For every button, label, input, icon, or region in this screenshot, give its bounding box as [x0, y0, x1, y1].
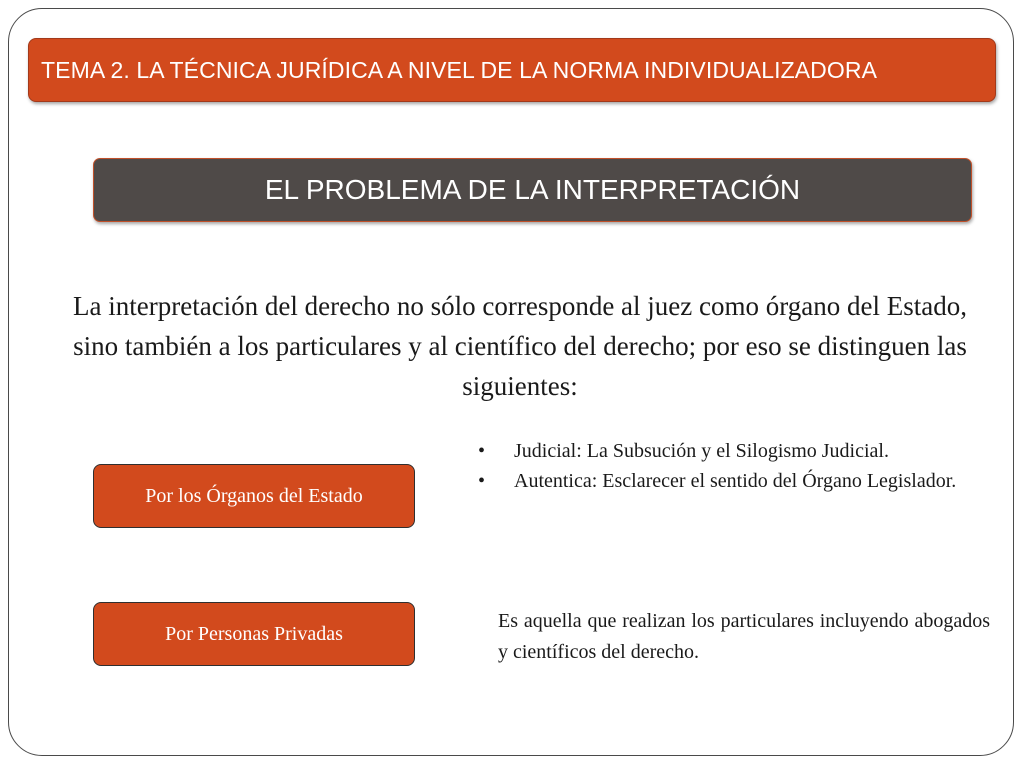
- section-subtitle: EL PROBLEMA DE LA INTERPRETACIÓN: [264, 174, 801, 205]
- title-bar: [28, 38, 996, 102]
- category-box-private-persons: [93, 602, 415, 666]
- category-label: Por Personas Privadas: [165, 622, 343, 645]
- bullet-text: Autentica: Esclarecer el sentido del Órgano Legislador.: [514, 470, 957, 492]
- bullet-text: Judicial: La Subsución y el Silogismo Judicial.: [514, 440, 889, 462]
- bullet-item: [478, 436, 974, 466]
- bullet-dot-icon: •: [478, 440, 486, 462]
- category-label: Por los Órganos del Estado: [145, 484, 363, 507]
- intro-paragraph: La interpretación del derecho no sólo corresponde al juez como órgano del Estado, sino también a los particulares y al científico del derecho; por eso se distinguen las siguientes:: [73, 291, 967, 401]
- private-persons-description: Es aquella que realizan los particulares incluyendo abogados y científicos del derecho.: [498, 610, 990, 663]
- slide-title: TEMA 2. LA TÉCNICA JURÍDICA A NIVEL DE LA NORMA INDIVIDUALIZADORA: [41, 56, 878, 83]
- bullet-dot-icon: •: [478, 470, 486, 492]
- bullet-list: [478, 436, 974, 496]
- category-box-state-organs: [93, 464, 415, 528]
- bullet-item: [478, 466, 974, 496]
- subtitle-bar: [93, 158, 972, 222]
